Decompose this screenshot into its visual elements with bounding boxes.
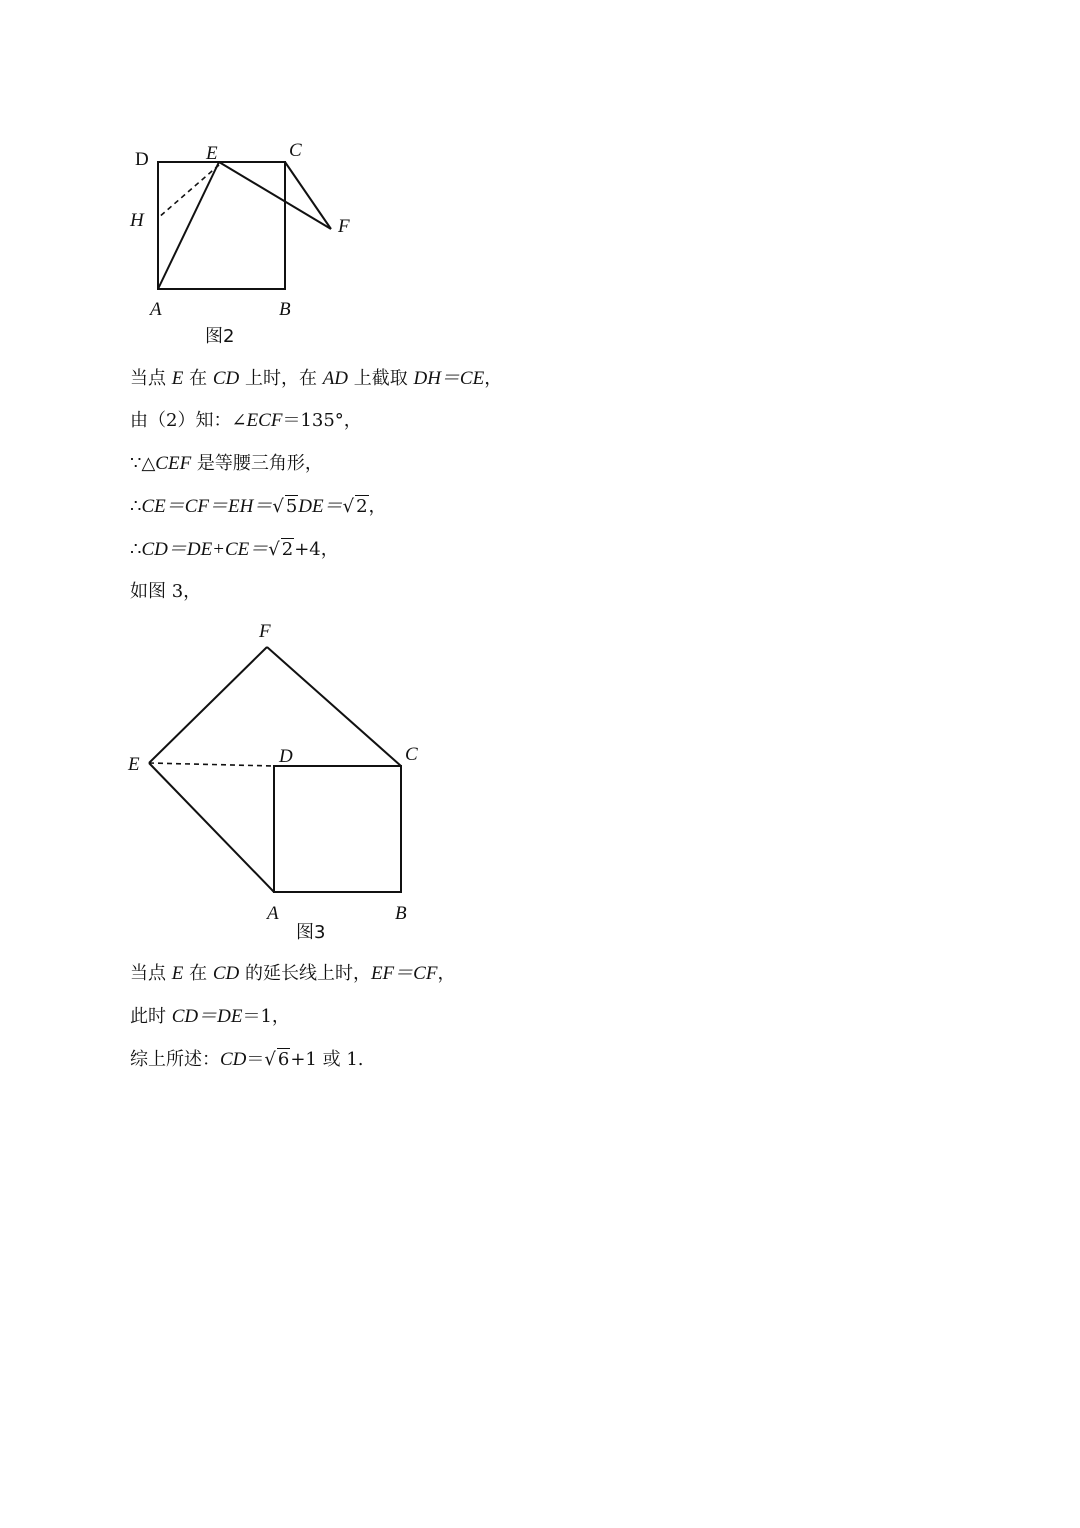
text-line-5: ∴CD＝DE+CE＝√ 2+4， [130, 539, 339, 560]
segment-cf [285, 162, 331, 229]
label-c: C [289, 140, 302, 161]
figure-2-caption: 图2 [205, 326, 235, 347]
label-h: H [130, 210, 144, 231]
sqrt-2: 2 [356, 496, 368, 517]
sqrt-2b: 2 [281, 539, 294, 560]
figure-3-caption: 图3 [296, 922, 326, 943]
segment-ef [219, 162, 331, 229]
label-d: D [135, 149, 149, 170]
text-line-4: ∴CE＝CF＝EH＝√ 5DE＝√ 2， [130, 496, 387, 517]
label-b: B [279, 299, 291, 320]
segment-ed-dashed [149, 763, 274, 766]
label-e: E [206, 143, 218, 164]
text-line-2: 由（2）知：∠ECF＝135°， [130, 410, 362, 431]
figure-2 [120, 135, 380, 355]
square-abcd [158, 162, 285, 289]
label-a: A [150, 299, 162, 320]
text-line-1: 当点 E 在 CD 上时，在 AD 上截取 DH＝CE， [130, 368, 503, 389]
segment-eh-dashed [158, 165, 219, 218]
square-abcd-3 [274, 766, 401, 892]
text-line-8: 此时 CD＝DE＝1， [130, 1006, 290, 1027]
label-d-3: D [279, 746, 293, 767]
figure-3 [120, 615, 430, 945]
segment-ae [158, 162, 219, 289]
text-line-3: ∵△CEF 是等腰三角形， [130, 453, 323, 474]
sqrt-6: 6 [277, 1049, 290, 1070]
segment-ea-3 [149, 763, 274, 892]
text-line-7: 当点 E 在 CD 的延长线上时，EF＝CF， [130, 963, 456, 984]
label-b-3: B [395, 903, 407, 924]
text-line-6: 如图 3， [130, 581, 202, 602]
label-a-3: A [267, 903, 279, 924]
sqrt-5: 5 [285, 496, 298, 517]
label-f-3: F [259, 621, 271, 642]
label-c-3: C [405, 744, 418, 765]
label-e-3: E [128, 754, 140, 775]
label-f: F [338, 216, 350, 237]
text-line-9: 综上所述：CD＝√ 6+1 或 1. [130, 1049, 364, 1070]
segment-ef-3 [149, 647, 267, 763]
